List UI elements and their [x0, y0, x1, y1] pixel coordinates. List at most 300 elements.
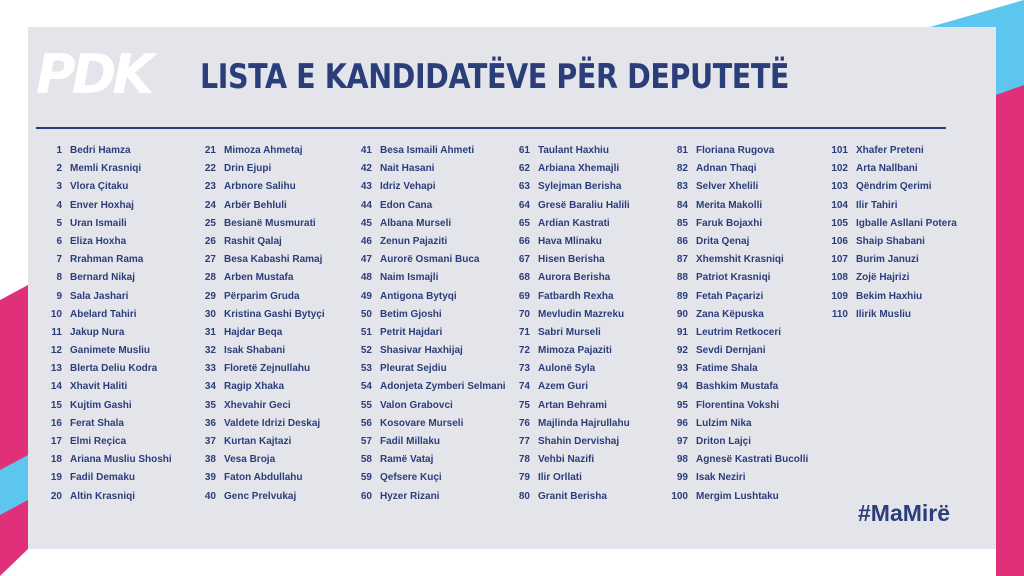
candidate-number: 96	[676, 417, 688, 429]
candidate-name: Bernard Nikaj	[70, 272, 136, 284]
candidate-row	[22, 197, 192, 215]
candidate-name: Arbër Behluli	[224, 199, 287, 211]
candidate-row	[648, 178, 818, 196]
candidate-number: 80	[518, 490, 530, 502]
candidate-number: 48	[360, 272, 372, 284]
candidate-row	[648, 397, 818, 415]
candidate-row	[808, 215, 978, 233]
candidate-name: Adonjeta Zymberi Selmani	[380, 381, 506, 393]
candidate-number: 47	[360, 254, 372, 266]
candidate-name: Aulonë Syla	[538, 363, 596, 375]
candidate-name: Leutrim Retkoceri	[696, 326, 782, 338]
candidate-row	[22, 178, 192, 196]
candidate-row	[490, 233, 660, 251]
candidate-row	[176, 488, 346, 506]
candidate-name: Ganimete Musliu	[70, 345, 151, 357]
candidate-name: Kurtan Kajtazi	[224, 436, 292, 447]
candidate-name: Kujtim Gashi	[70, 399, 132, 411]
candidate-name: Ilir Orllati	[538, 472, 582, 484]
candidate-name: Mimoza Pajaziti	[538, 345, 612, 357]
candidate-row	[490, 324, 660, 342]
candidate-name: Besianë Musmurati	[224, 217, 316, 229]
candidate-row	[176, 215, 346, 233]
candidate-row	[22, 415, 192, 433]
candidate-name: Hisen Berisha	[538, 254, 605, 266]
candidate-name: Sala Jashari	[70, 290, 129, 302]
candidate-name: Besa Ismaili Ahmeti	[380, 145, 475, 156]
candidate-number: 61	[518, 145, 530, 156]
candidate-number: 79	[518, 472, 530, 484]
candidate-number: 9	[56, 290, 62, 302]
candidate-name: Kosovare Murseli	[380, 417, 464, 429]
candidate-number: 22	[204, 163, 216, 175]
candidate-number: 11	[51, 326, 62, 338]
candidate-name: Qefsere Kuçi	[380, 472, 442, 484]
candidate-row	[490, 378, 660, 396]
candidate-row	[176, 251, 346, 269]
candidate-number: 27	[204, 254, 216, 266]
candidate-row	[648, 433, 818, 451]
pink-stripe-right	[996, 45, 1024, 576]
candidate-name: Hava Mlinaku	[538, 235, 602, 247]
candidate-row	[648, 378, 818, 396]
candidate-name: Xhafer Preteni	[856, 145, 924, 156]
candidate-row	[22, 397, 192, 415]
candidate-number: 85	[676, 217, 688, 229]
candidate-row	[22, 269, 192, 287]
candidate-number: 39	[204, 472, 216, 484]
candidate-number: 78	[518, 454, 530, 466]
candidate-number: 7	[56, 254, 62, 266]
title-divider	[36, 127, 946, 129]
candidate-name: Vlora Çitaku	[70, 181, 129, 193]
candidate-number: 110	[831, 308, 848, 320]
candidate-row	[22, 378, 192, 396]
candidate-number: 43	[360, 181, 372, 193]
candidate-name: Burim Januzi	[856, 254, 919, 266]
candidate-row	[808, 233, 978, 251]
candidate-name: Isak Neziri	[696, 472, 746, 484]
candidate-name: Fetah Paçarizi	[696, 290, 764, 302]
candidate-name: Igballe Asllani Potera	[856, 217, 957, 229]
candidate-row	[808, 251, 978, 269]
candidate-name: Adnan Thaqi	[696, 163, 757, 175]
candidate-name: Shasivar Haxhijaj	[380, 345, 463, 357]
candidate-number: 42	[360, 163, 372, 175]
candidate-number: 53	[360, 363, 372, 375]
candidate-name: Antigona Bytyqi	[380, 290, 457, 302]
candidate-column-3	[332, 142, 506, 506]
candidate-number: 77	[518, 436, 530, 447]
candidate-name: Pleurat Sejdiu	[380, 363, 447, 375]
candidate-number: 2	[56, 163, 62, 175]
candidate-number: 44	[360, 199, 372, 211]
candidate-number: 73	[518, 363, 530, 375]
candidate-name: Aurora Berisha	[538, 272, 611, 284]
candidate-row	[22, 469, 192, 487]
candidate-name: Agnesë Kastrati Bucolli	[696, 454, 809, 466]
candidate-row	[22, 160, 192, 178]
candidate-name: Azem Guri	[538, 381, 589, 393]
candidate-row	[332, 306, 502, 324]
candidate-name: Arben Mustafa	[224, 272, 294, 284]
candidate-row	[176, 360, 346, 378]
candidate-row	[22, 324, 192, 342]
candidate-number: 89	[676, 290, 688, 302]
candidate-name: Vesa Broja	[224, 454, 276, 466]
candidate-row	[648, 233, 818, 251]
candidate-column-6	[808, 142, 978, 324]
candidate-name: Ragip Xhaka	[224, 381, 285, 393]
candidate-row	[332, 488, 502, 506]
candidate-number: 8	[56, 272, 62, 284]
candidate-number: 36	[204, 417, 216, 429]
candidate-row	[490, 142, 660, 160]
candidate-name: Floriana Rugova	[696, 145, 775, 156]
candidate-number: 105	[831, 217, 848, 229]
candidate-row	[332, 451, 502, 469]
candidate-number: 102	[831, 163, 848, 175]
candidate-number: 15	[50, 399, 62, 411]
candidate-name: Jakup Nura	[70, 326, 125, 338]
candidate-number: 66	[518, 235, 530, 247]
candidate-name: Xhevahir Geci	[224, 399, 291, 411]
candidate-number: 13	[50, 363, 62, 375]
candidate-number: 69	[518, 290, 530, 302]
candidate-number: 49	[360, 290, 372, 302]
candidate-name: Fadil Millaku	[380, 436, 441, 447]
candidate-number: 97	[676, 436, 688, 447]
candidate-number: 63	[518, 181, 530, 193]
candidate-number: 91	[676, 326, 688, 338]
candidate-row	[808, 269, 978, 287]
candidate-row	[490, 451, 660, 469]
page-title: LISTA E KANDIDATËVE PËR DEPUTETË	[200, 57, 790, 97]
candidate-column-1	[22, 142, 192, 506]
candidate-number: 21	[204, 145, 216, 156]
candidate-name: Drita Qenaj	[696, 235, 750, 247]
candidate-name: Shahin Dervishaj	[538, 436, 620, 447]
candidate-number: 60	[360, 490, 372, 502]
candidate-number: 86	[676, 235, 688, 247]
candidate-column-5	[648, 142, 818, 506]
candidate-row	[648, 215, 818, 233]
candidate-row	[490, 433, 660, 451]
candidate-number: 41	[360, 145, 372, 156]
candidate-number: 51	[360, 326, 372, 338]
candidate-row	[176, 378, 346, 396]
candidate-number: 58	[360, 454, 372, 466]
candidate-name: Idriz Vehapi	[380, 181, 436, 193]
candidate-number: 18	[50, 454, 62, 466]
candidate-row	[176, 415, 346, 433]
candidate-row	[176, 342, 346, 360]
candidate-name: Petrit Hajdari	[380, 326, 443, 338]
candidate-name: Florentina Vokshi	[696, 399, 780, 411]
candidate-number: 54	[360, 381, 372, 393]
candidate-row	[490, 342, 660, 360]
candidate-name: Artan Behrami	[538, 399, 607, 411]
candidate-row	[332, 215, 502, 233]
candidate-number: 6	[56, 235, 62, 247]
candidate-name: Vehbi Nazifi	[538, 454, 595, 466]
candidate-number: 30	[204, 308, 216, 320]
candidate-name: Bedri Hamza	[70, 145, 131, 156]
candidate-row	[22, 360, 192, 378]
candidate-number: 35	[204, 399, 216, 411]
candidate-name: Mevludin Mazreku	[538, 308, 625, 320]
candidate-name: Xhavit Haliti	[70, 381, 128, 393]
candidate-number: 59	[360, 472, 372, 484]
candidate-name: Drin Ejupi	[224, 163, 272, 175]
candidate-name: Aurorë Osmani Buca	[380, 254, 480, 266]
candidate-name: Fadil Demaku	[70, 472, 136, 484]
candidate-row	[176, 451, 346, 469]
candidate-row	[332, 233, 502, 251]
candidate-row	[332, 197, 502, 215]
candidate-number: 5	[56, 217, 62, 229]
candidate-name: Ramë Vataj	[380, 454, 434, 466]
candidate-name: Eliza Hoxha	[70, 235, 127, 247]
candidate-number: 109	[831, 290, 848, 302]
candidate-row	[176, 433, 346, 451]
candidate-row	[648, 306, 818, 324]
candidate-number: 70	[518, 308, 530, 320]
candidate-name: Elmi Reçica	[70, 436, 127, 447]
candidate-row	[648, 142, 818, 160]
candidate-row	[490, 415, 660, 433]
candidate-number: 76	[518, 417, 530, 429]
candidate-number: 98	[676, 454, 688, 466]
candidate-number: 10	[50, 308, 62, 320]
candidate-row	[22, 306, 192, 324]
candidate-name: Driton Lajçi	[696, 436, 752, 447]
candidate-column-2	[176, 142, 346, 506]
candidate-name: Merita Makolli	[696, 199, 763, 211]
candidate-row	[176, 306, 346, 324]
candidate-row	[490, 288, 660, 306]
candidate-number: 50	[360, 308, 372, 320]
candidate-row	[490, 397, 660, 415]
candidate-number: 46	[360, 235, 372, 247]
candidate-row	[648, 488, 818, 506]
candidate-number: 33	[204, 363, 216, 375]
candidate-row	[490, 488, 660, 506]
candidate-number: 40	[204, 490, 216, 502]
candidate-name: Zojë Hajrizi	[856, 272, 910, 284]
candidate-number: 88	[676, 272, 688, 284]
candidate-row	[648, 288, 818, 306]
candidate-number: 31	[204, 326, 216, 338]
candidate-number: 71	[518, 326, 530, 338]
candidate-name: Zenun Pajaziti	[380, 235, 448, 247]
candidate-row	[176, 397, 346, 415]
candidate-number: 87	[676, 254, 688, 266]
candidate-row	[22, 488, 192, 506]
candidate-name: Fatime Shala	[696, 363, 758, 375]
candidate-name: Kristina Gashi Bytyçi	[224, 308, 325, 320]
candidate-name: Memli Krasniqi	[70, 163, 142, 175]
candidate-name: Sabri Murseli	[538, 326, 601, 338]
candidate-row	[176, 142, 346, 160]
candidate-number: 93	[676, 363, 688, 375]
candidate-row	[176, 288, 346, 306]
candidate-number: 37	[204, 436, 216, 447]
candidate-row	[490, 269, 660, 287]
candidate-name: Lulzim Nika	[696, 417, 752, 429]
candidate-row	[648, 160, 818, 178]
candidate-name: Gresë Baraliu Halili	[538, 199, 630, 211]
candidate-name: Patriot Krasniqi	[696, 272, 771, 284]
candidate-name: Ardian Kastrati	[538, 217, 610, 229]
candidate-row	[490, 197, 660, 215]
candidate-name: Nait Hasani	[380, 163, 435, 175]
candidate-row	[808, 142, 978, 160]
candidate-row	[648, 251, 818, 269]
candidate-row	[648, 342, 818, 360]
hashtag: #MaMirë	[858, 500, 951, 526]
candidate-number: 12	[50, 345, 62, 357]
candidate-number: 92	[676, 345, 688, 357]
candidate-number: 108	[831, 272, 848, 284]
candidate-row	[490, 360, 660, 378]
candidate-name: Valon Grabovci	[380, 399, 453, 411]
candidate-name: Genc Prelvukaj	[224, 490, 297, 502]
candidate-name: Shaip Shabani	[856, 235, 925, 247]
candidate-number: 19	[50, 472, 62, 484]
candidate-row	[332, 178, 502, 196]
candidate-row	[808, 178, 978, 196]
candidate-number: 32	[204, 345, 216, 357]
candidate-column-4	[490, 142, 660, 506]
candidate-number: 101	[831, 145, 848, 156]
candidate-number: 3	[56, 181, 62, 193]
candidate-number: 1	[56, 145, 62, 156]
candidate-number: 65	[518, 217, 530, 229]
candidate-row	[648, 469, 818, 487]
candidate-number: 103	[831, 181, 848, 193]
candidate-row	[176, 233, 346, 251]
candidate-row	[22, 142, 192, 160]
candidate-number: 4	[56, 199, 62, 211]
candidate-name: Arbiana Xhemajli	[538, 163, 620, 175]
candidate-row	[22, 215, 192, 233]
candidate-name: Abelard Tahiri	[70, 308, 137, 320]
candidate-name: Arta Nallbani	[856, 163, 918, 175]
candidate-number: 24	[204, 199, 216, 211]
candidate-row	[490, 178, 660, 196]
candidate-row	[648, 269, 818, 287]
candidate-name: Sevdi Dernjani	[696, 345, 766, 357]
candidate-row	[22, 451, 192, 469]
candidate-name: Xhemshit Krasniqi	[696, 254, 784, 266]
candidate-row	[808, 306, 978, 324]
candidate-number: 104	[831, 199, 848, 211]
candidate-row	[176, 269, 346, 287]
candidate-row	[490, 215, 660, 233]
candidate-name: Hajdar Beqa	[224, 326, 283, 338]
candidate-number: 75	[518, 399, 530, 411]
candidate-row	[22, 233, 192, 251]
candidate-row	[22, 251, 192, 269]
candidate-name: Edon Cana	[380, 199, 433, 211]
candidate-number: 14	[50, 381, 62, 393]
candidate-number: 81	[676, 145, 688, 156]
candidate-number: 16	[50, 417, 62, 429]
candidate-row	[332, 397, 502, 415]
candidate-name: Uran Ismaili	[70, 217, 127, 229]
candidate-number: 57	[360, 436, 372, 447]
candidate-name: Enver Hoxhaj	[70, 199, 134, 211]
candidate-row	[808, 160, 978, 178]
candidate-number: 74	[518, 381, 530, 393]
candidate-number: 45	[360, 217, 372, 229]
pdk-logo: PDK	[36, 43, 151, 106]
cyan-stripe-top-left	[0, 0, 28, 80]
candidate-number: 95	[676, 399, 688, 411]
candidate-name: Ilirik Musliu	[856, 308, 912, 320]
candidate-number: 106	[831, 235, 848, 247]
candidate-name: Rrahman Rama	[70, 254, 144, 266]
candidate-name: Selver Xhelili	[696, 181, 759, 193]
candidate-row	[22, 288, 192, 306]
candidate-number: 26	[204, 235, 216, 247]
candidate-name: Rashit Qalaj	[224, 235, 282, 247]
candidate-name: Betim Gjoshi	[380, 308, 442, 320]
candidate-name: Majlinda Hajrullahu	[538, 417, 630, 429]
candidate-name: Arbnore Salihu	[224, 181, 296, 193]
candidate-name: Isak Shabani	[224, 345, 286, 357]
candidate-number: 34	[204, 381, 216, 393]
candidate-row	[648, 197, 818, 215]
candidate-name: Bekim Haxhiu	[856, 290, 923, 302]
candidate-row	[490, 160, 660, 178]
candidate-number: 84	[676, 199, 688, 211]
candidate-name: Altin Krasniqi	[70, 490, 136, 502]
candidate-row	[648, 360, 818, 378]
candidate-number: 90	[676, 308, 688, 320]
candidate-number: 83	[676, 181, 688, 193]
candidate-row	[332, 433, 502, 451]
candidate-row	[332, 269, 502, 287]
candidate-row	[176, 197, 346, 215]
candidate-name: Qëndrim Qerimi	[856, 181, 932, 193]
candidate-row	[490, 306, 660, 324]
candidate-number: 28	[204, 272, 216, 284]
candidate-row	[332, 415, 502, 433]
candidate-name: Zana Këpuska	[696, 308, 764, 320]
candidate-name: Albana Murseli	[380, 217, 452, 229]
candidate-number: 55	[360, 399, 372, 411]
candidate-number: 62	[518, 163, 530, 175]
candidate-number: 64	[518, 199, 530, 211]
candidate-row	[332, 378, 506, 396]
candidate-name: Blerta Deliu Kodra	[70, 363, 158, 375]
candidate-name: Fatbardh Rexha	[538, 290, 614, 302]
candidate-name: Besa Kabashi Ramaj	[224, 254, 323, 266]
candidate-number: 67	[518, 254, 530, 266]
candidate-row	[808, 288, 978, 306]
candidate-number: 56	[360, 417, 372, 429]
candidate-row	[332, 142, 502, 160]
candidate-row	[332, 360, 502, 378]
candidate-row	[332, 342, 502, 360]
candidate-number: 23	[204, 181, 216, 193]
candidate-row	[490, 469, 660, 487]
candidate-row	[648, 415, 818, 433]
candidate-number: 100	[671, 490, 688, 502]
candidate-row	[332, 324, 502, 342]
